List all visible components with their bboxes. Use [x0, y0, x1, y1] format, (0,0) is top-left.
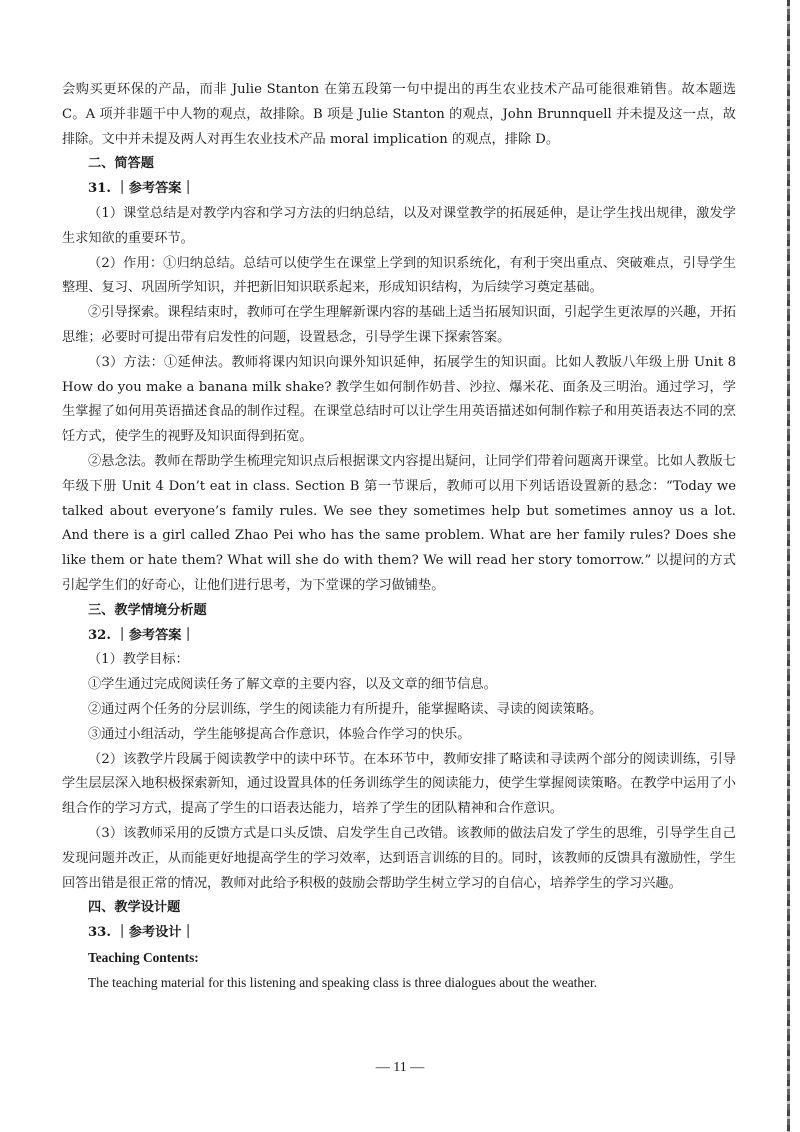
goal-item-3: ③通过小组活动，学生能够提高合作意识，体验合作学习的快乐。 [88, 726, 471, 742]
goal-item-2: ②通过两个任务的分层训练，学生的阅读能力有所提升，能掌握略读、寻读的阅读策略。 [88, 701, 603, 717]
scan-edge [787, 0, 790, 1132]
goal-item-1: ①学生通过完成阅读任务了解文章的主要内容，以及文章的细节信息。 [88, 677, 497, 693]
section-heading-situation-analysis: 三、教学情境分析题 [88, 602, 207, 618]
answer-label-33: 33. ｜参考设计｜ [88, 925, 195, 941]
answer-label-31: 31. ｜参考答案｜ [88, 181, 195, 197]
section-heading-short-answer: 二、简答题 [88, 156, 154, 172]
paragraph-31-1: （1）课堂总结是对教学内容和学习方法的归纳总结，以及对课堂教学的拓展延伸，是让学生找出规律，激发学生求知欲的重要环节。 [62, 205, 736, 246]
paragraph-32-3: （3）该教师采用的反馈方式是口头反馈、启发学生自己改错。该教师的做法启发了学生的思维，引导学生自己发现问题并改正，从而能更好地提高学生的学习效率，达到语言训练的目的。同时，该教师的反馈具有激励性，学生回答出错是很正常的情况，教师对此给予积极的鼓励会帮助学生树立学习的自信心，培养学生的学习兴趣。 [62, 825, 736, 891]
page-number: — 11 — [375, 1060, 425, 1075]
paragraph-31-4: （3）方法：①延伸法。教师将课内知识向课外知识延伸，拓展学生的知识面。比如人教版八年级上册 Unit 8 How do you make a banana milk shake? 教学生如何制作奶昔、沙拉、爆米花、面条及三明治。通过学习，学生掌握了如何用英语描述食品的制作过程。在课堂总结时可以让学生用英语描述如何制作粽子和用英语表达不同的烹饪方式，使学生的视野及知识面得到拓宽。 [62, 354, 736, 445]
teaching-contents-text: The teaching material for this listening and speaking class is three dialogues about the weather. [88, 974, 598, 990]
paragraph-32-2: （2）该教学片段属于阅读教学中的读中环节。在本环节中，教师安排了略读和寻读两个部分的阅读训练，引导学生层层深入地积极探索新知，通过设置具体的任务训练学生的阅读能力，使学生掌握阅读策略。在教学中运用了小组合作的学习方式，提高了学生的口语表达能力，培养了学生的团队精神和合作意识。 [62, 751, 736, 817]
paragraph-31-5: ②悬念法。教师在帮助学生梳理完知识点后根据课文内容提出疑问，让同学们带着问题离开课堂。比如人教版七年级下册 Unit 4 Don’t eat in class. Section B 第一节课后，教师可以用下列话语设置新的悬念：“Today we talked about everyone’s family rules. We see they sometimes help but sometimes annoy us a lot. And there is a girl called Zhao Pei who has the same problem. What are her family rules? Does she like them or hate them? What will she do with them? We will read her story tomorrow.” 以提问的方式引起学生们的好奇心，让他们进行思考，为下堂课的学习做铺垫。 [62, 453, 736, 593]
paragraph-31-2: （2）作用：①归纳总结。总结可以使学生在课堂上学到的知识系统化，有利于突出重点、突破难点，引导学生整理、复习、巩固所学知识，并把新旧知识联系起来，形成知识结构，为后续学习奠定基础。 [62, 255, 736, 296]
answer-label-32: 32. ｜参考答案｜ [88, 627, 195, 643]
document-body [62, 78, 736, 995]
analysis-paragraph: 会购买更环保的产品，而非 Julie Stanton 在第五段第一句中提出的再生农业技术产品可能很难销售。故本题选 C。A 项并非题干中人物的观点，故排除。B 项是 Julie Stanton 的观点，John Brunnquell 并未提及这一点，故排除。文中并未提及两人对再生农业技术产品 moral implication 的观点，排除 D。 [62, 82, 736, 147]
paragraph-31-3: ②引导探索。课程结束时，教师可在学生理解新课内容的基础上适当拓展知识面，引起学生更浓厚的兴趣，开拓思维；必要时可提出带有启发性的问题，设置悬念，引导学生课下探索答案。 [62, 305, 736, 345]
section-heading-teaching-design: 四、教学设计题 [88, 900, 181, 916]
goals-intro: （1）教学目标： [88, 652, 189, 668]
teaching-contents-heading: Teaching Contents: [88, 949, 199, 965]
